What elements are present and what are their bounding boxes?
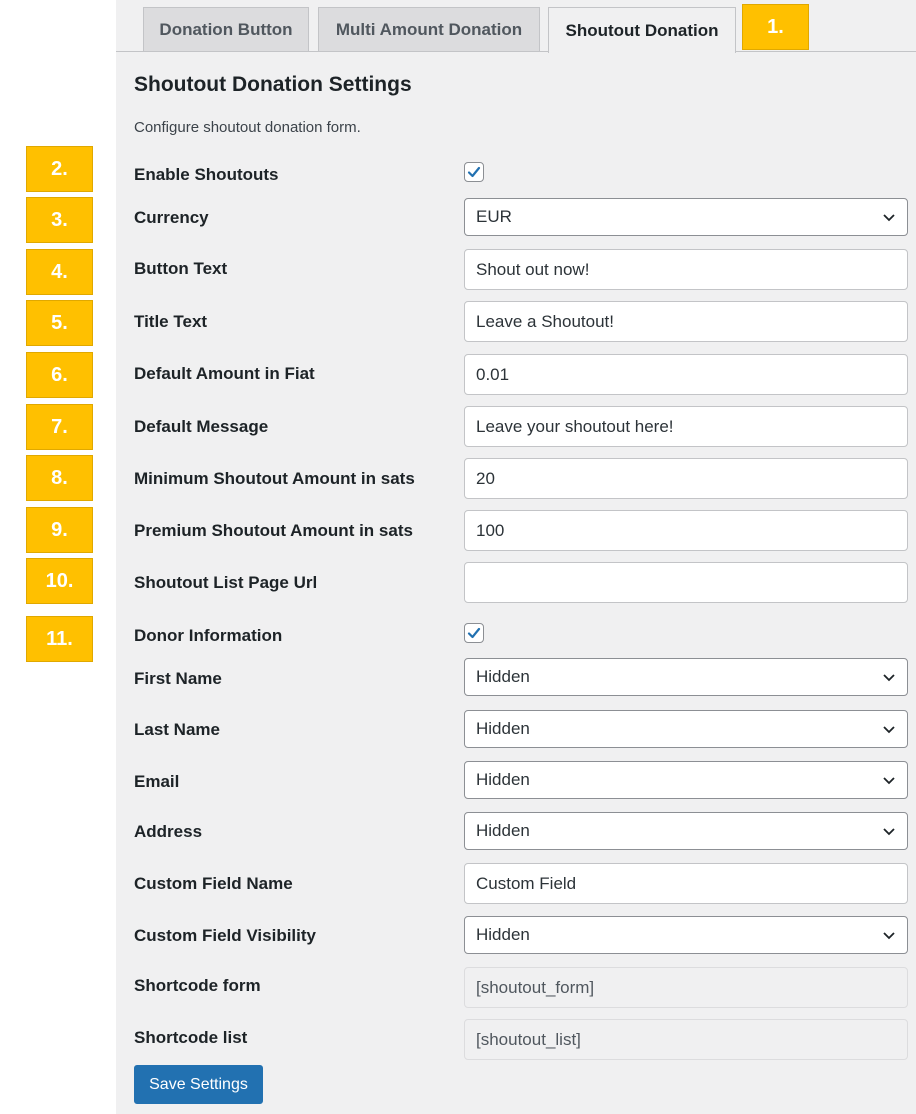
- last-name-label: Last Name: [134, 720, 220, 739]
- tab-donation-button[interactable]: Donation Button: [143, 7, 309, 52]
- title-text-input[interactable]: Leave a Shoutout!: [464, 301, 908, 342]
- button-text-input[interactable]: Shout out now!: [464, 249, 908, 290]
- email-select[interactable]: [464, 761, 908, 799]
- button-text-label: Button Text: [134, 259, 228, 278]
- chevron-down-icon: [881, 721, 897, 737]
- email-label: Email: [134, 772, 180, 791]
- min-amount-label: Minimum Shoutout Amount in sats: [134, 469, 415, 488]
- checkmark-icon: [466, 164, 482, 180]
- list-page-url-input[interactable]: [464, 562, 908, 603]
- callout-badge-2: 2.: [26, 146, 93, 192]
- min-amount-input[interactable]: 20: [464, 458, 908, 499]
- last-name-select[interactable]: [464, 710, 908, 748]
- callout-badge-1: 1.: [742, 4, 809, 50]
- callout-badge-11: 11.: [26, 616, 93, 662]
- email-value: Hidden: [476, 770, 530, 789]
- callout-badge-10: 10.: [26, 558, 93, 604]
- callout-badge-5: 5.: [26, 300, 93, 346]
- default-message-label: Default Message: [134, 417, 269, 436]
- callout-badge-8: 8.: [26, 455, 93, 501]
- callout-badge-7: 7.: [26, 404, 93, 450]
- chevron-down-icon: [881, 669, 897, 685]
- tabs-divider: [116, 51, 916, 52]
- address-label: Address: [134, 822, 203, 841]
- first-name-value: Hidden: [476, 667, 530, 686]
- currency-value: EUR: [476, 207, 512, 226]
- premium-amount-label: Premium Shoutout Amount in sats: [134, 521, 413, 540]
- donor-information-label: Donor Information: [134, 626, 283, 645]
- enable-shoutouts-label: Enable Shoutouts: [134, 165, 279, 184]
- custom-field-name-label: Custom Field Name: [134, 874, 293, 893]
- donor-information-checkbox[interactable]: [464, 623, 484, 643]
- callout-badge-4: 4.: [26, 249, 93, 295]
- section-title: Shoutout Donation Settings: [134, 73, 412, 96]
- tab-multi-amount-donation[interactable]: Multi Amount Donation: [318, 7, 540, 52]
- save-settings-button[interactable]: Save Settings: [134, 1065, 263, 1104]
- shortcode-form-label: Shortcode form: [134, 976, 261, 995]
- first-name-label: First Name: [134, 669, 222, 688]
- custom-field-name-input[interactable]: Custom Field: [464, 863, 908, 904]
- section-description: Configure shoutout donation form.: [134, 119, 361, 136]
- chevron-down-icon: [881, 823, 897, 839]
- chevron-down-icon: [881, 927, 897, 943]
- chevron-down-icon: [881, 209, 897, 225]
- shortcode-form-input[interactable]: [shoutout_form]: [464, 967, 908, 1008]
- callout-badge-9: 9.: [26, 507, 93, 553]
- list-page-url-label: Shoutout List Page Url: [134, 573, 318, 592]
- chevron-down-icon: [881, 772, 897, 788]
- currency-label: Currency: [134, 208, 209, 227]
- first-name-select[interactable]: [464, 658, 908, 696]
- default-amount-input[interactable]: 0.01: [464, 354, 908, 395]
- premium-amount-input[interactable]: 100: [464, 510, 908, 551]
- default-message-input[interactable]: Leave your shoutout here!: [464, 406, 908, 447]
- custom-field-visibility-value: Hidden: [476, 925, 530, 944]
- title-text-label: Title Text: [134, 312, 208, 331]
- currency-select[interactable]: [464, 198, 908, 236]
- default-amount-label: Default Amount in Fiat: [134, 364, 315, 383]
- checkmark-icon: [466, 625, 482, 641]
- callout-badge-3: 3.: [26, 197, 93, 243]
- custom-field-visibility-label: Custom Field Visibility: [134, 926, 316, 945]
- address-value: Hidden: [476, 821, 530, 840]
- shortcode-list-input[interactable]: [shoutout_list]: [464, 1019, 908, 1060]
- enable-shoutouts-checkbox[interactable]: [464, 162, 484, 182]
- shortcode-list-label: Shortcode list: [134, 1028, 248, 1047]
- last-name-value: Hidden: [476, 719, 530, 738]
- address-select[interactable]: [464, 812, 908, 850]
- callout-badge-6: 6.: [26, 352, 93, 398]
- custom-field-visibility-select[interactable]: [464, 916, 908, 954]
- tab-shoutout-donation[interactable]: Shoutout Donation: [548, 7, 736, 53]
